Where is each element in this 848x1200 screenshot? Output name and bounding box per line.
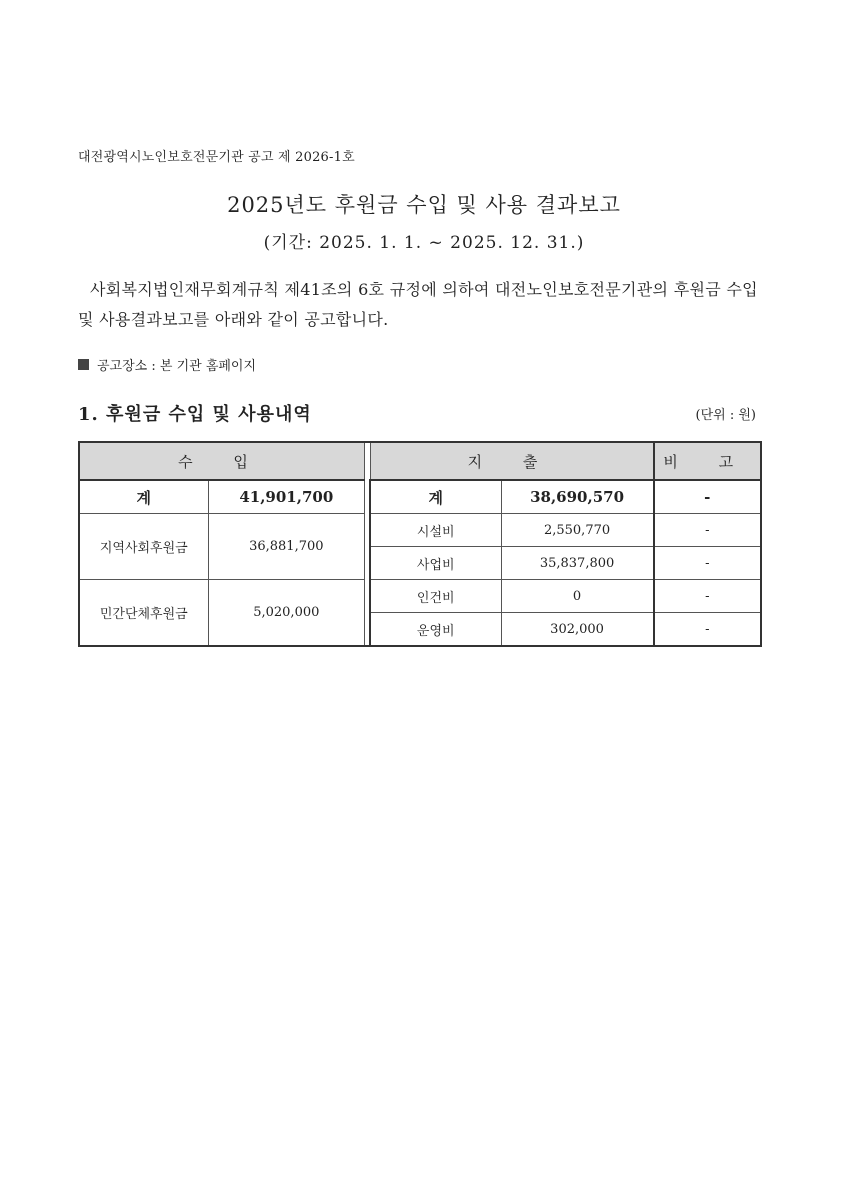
expense-note: - — [654, 514, 761, 547]
unit-label: (단위 : 원) — [695, 408, 756, 423]
expense-amount: 302,000 — [501, 613, 654, 647]
expense-label: 시설비 — [370, 514, 501, 547]
expense-amount: 35,837,800 — [501, 547, 654, 580]
expense-label: 인건비 — [370, 580, 501, 613]
expense-amount: 2,550,770 — [501, 514, 654, 547]
expense-note: - — [654, 547, 761, 580]
expense-amount: 0 — [501, 580, 654, 613]
expense-header: 지 출 — [370, 442, 654, 480]
expense-total-amount: 38,690,570 — [501, 480, 654, 514]
income-amount: 36,881,700 — [208, 514, 364, 580]
notice-body: 사회복지법인재무회계규칙 제41조의 6호 규정에 의하여 대전노인보호전문기관의 후원금 수입 및 사용결과보고를 아래와 같이 공고합니다. — [78, 280, 758, 329]
table-row — [79, 580, 761, 613]
income-total-label: 계 — [79, 480, 208, 514]
posting-place-text: 공고장소 : 본 기관 홈페이지 — [97, 359, 257, 374]
income-label: 지역사회후원금 — [79, 514, 208, 580]
report-period: (기간: 2025. 1. 1. ~ 2025. 12. 31.) — [263, 233, 585, 253]
expense-total-label: 계 — [370, 480, 501, 514]
square-bullet-icon — [78, 359, 89, 370]
expense-label: 사업비 — [370, 547, 501, 580]
donation-table — [78, 441, 762, 647]
income-amount: 5,020,000 — [208, 580, 364, 647]
note-header: 비 고 — [654, 442, 761, 480]
page-title: 2025년도 후원금 수입 및 사용 결과보고 — [227, 193, 621, 217]
expense-note: - — [654, 580, 761, 613]
income-total-amount: 41,901,700 — [208, 480, 364, 514]
table-row — [79, 514, 761, 547]
posting-place — [78, 355, 256, 374]
table-header-row — [79, 442, 761, 480]
expense-note: - — [654, 613, 761, 647]
total-note: - — [654, 480, 761, 514]
section-title: 1. 후원금 수입 및 사용내역 — [78, 404, 312, 425]
income-label: 민간단체후원금 — [79, 580, 208, 647]
expense-label: 운영비 — [370, 613, 501, 647]
income-header: 수 입 — [79, 442, 365, 480]
total-row — [79, 480, 761, 514]
notice-number: 대전광역시노인보호전문기관 공고 제 2026-1호 — [78, 150, 355, 165]
